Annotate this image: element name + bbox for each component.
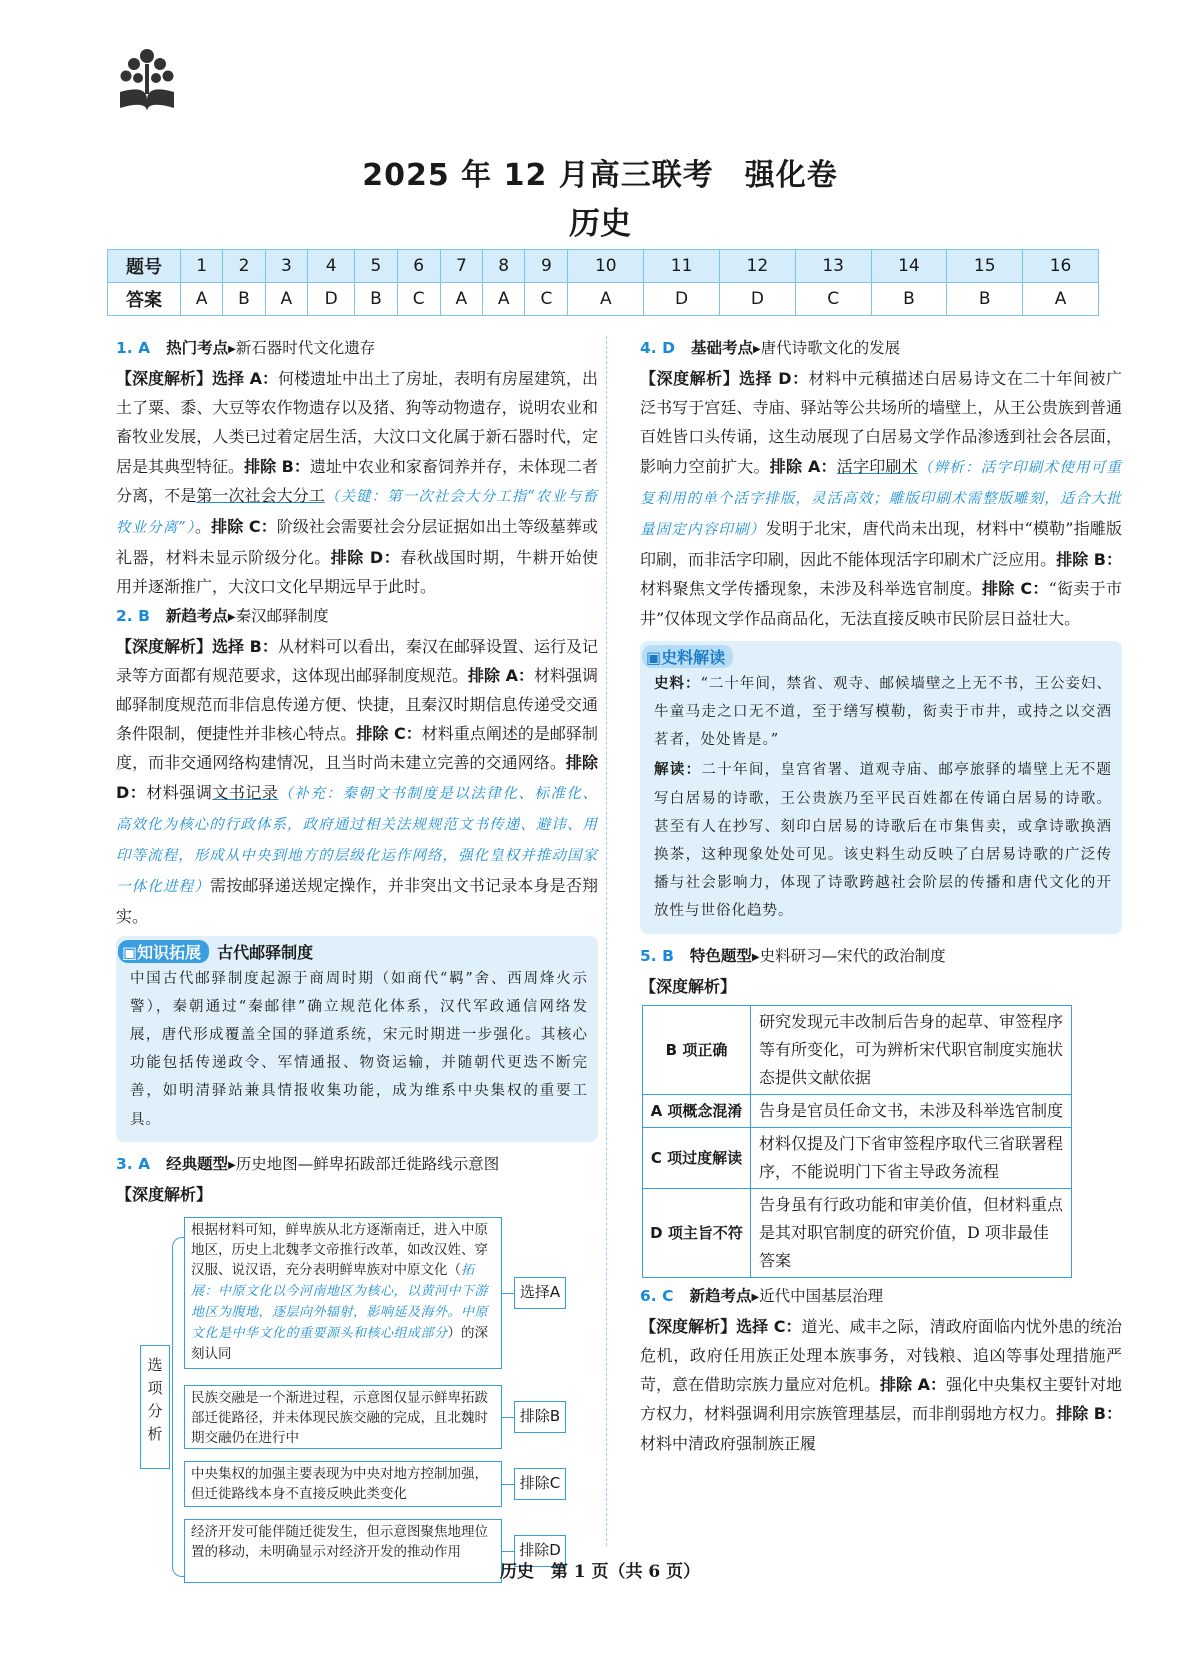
book-icon: ▣ [122,942,138,962]
q5-options-table [642,1005,1072,1278]
q2-text1: 从材料可以看出，秦汉在邮驿设置、运行及记录等方面都有规范要求，这体现出邮驿制度规范。 [116,636,598,685]
q1-label: 【深度解析】 [116,369,213,388]
q1-text4: 春秋战国时期，牛耕开始使用并逐渐推广，大汶口文化早期远早于此时。 [116,548,598,597]
q2-text4: 材料强调 [146,782,213,802]
answer-cell: D [719,283,795,316]
option-d-text: 经济开发可能伴随迁徙发生，但示意图聚焦地理位置的移动，未明确显示对经济开发的推动作用 [191,1524,488,1561]
right-column [640,336,1122,1458]
q4-text3: 材料聚焦文学传播现象，未涉及科举选官制度。 [640,579,982,599]
q1-number: 1. A [116,339,151,357]
connector-line [502,1551,514,1552]
q2-analysis [116,632,598,932]
interpretation-body: 二十年间，皇宫省署、道观寺庙、邮亭旅驿的墙壁上无不题写白居易的诗歌，王公贵族乃至平民百姓都在传诵白居易的诗歌。甚至有人在抄写、刻印白居易的诗歌后在市集售卖，或拿诗歌换酒换茶，这种现象处处可见。该史料生动反映了白居易诗歌的广泛传播与社会影响力，体现了诗歌跨越社会阶层的传播和唐代文化的开放性与世俗化趋势。 [654,762,1113,920]
triangle-icon: ▶ [751,1291,760,1303]
q5-row-key: A 项概念混淆 [643,1094,751,1127]
answer-cell: A [1023,283,1099,316]
answer-cell: B [871,283,947,316]
q6-text2: 强化中央集权主要针对地方权力，材料强调利用宗族管理基层，而非削弱地方权力。 [640,1375,1122,1424]
question-number-cell: 6 [397,250,440,283]
q1-text2-end: 。 [195,517,212,537]
q4-term: 活字印刷术 [836,456,918,476]
options-analysis-root: 选项分析 [140,1345,170,1469]
q4-analysis [640,364,1122,633]
answer-cell: A [265,283,307,316]
question-number-cell: 9 [525,250,568,283]
option-label-b: 排除B [514,1401,566,1433]
answer-table-answer-label: 答案 [108,283,181,316]
q1-exclude-b: 排除 B： [244,456,310,476]
q6-header [640,1284,1122,1310]
q2-header [116,604,598,630]
q2-term: 文书记录 [212,782,279,802]
q1-header [116,336,598,362]
question-number-cell: 16 [1023,250,1099,283]
source-interpretation-box [640,641,1122,934]
option-a-tail: ）的深刻认同 [191,1325,489,1363]
source-label: 史料： [654,675,701,692]
q1-text1: 何楼遗址中出土了房址，表明有房屋建筑，出土了粟、黍、大豆等农作物遗存以及猪、狗等动物遗存，说明农业和畜牧业发展，人类已过着定居生活，大汶口文化属于新石器时代，定居是其典型特征。 [116,369,598,476]
triangle-icon: ▶ [752,344,761,355]
knowledge-extension-tag-label: 知识拓展 [137,942,202,962]
q5-row [643,1094,1072,1127]
q3-header [116,1152,598,1178]
q6-kind: 新趋考点 [689,1286,752,1305]
source-text [654,670,1112,755]
q2-note: （补充：秦朝文书制度是以法律化、标准化、高效化为核心的行政体系，政府通过相关法规规范文书传递、避讳、用印等流程，形成从中央到地方的层级化运作网络，强化皇权并推动国家一体化进程） [116,785,598,896]
q5-row-key: D 项主旨不符 [643,1188,751,1277]
q4-exclude-c: 排除 C： [981,579,1049,599]
question-number-cell: 11 [644,250,720,283]
q6-label: 【深度解析】 [640,1316,737,1336]
q5-topic: 史料研习—宋代的政治制度 [759,946,946,965]
book-icon: ▣ [646,647,662,667]
option-a-note: 拓展：中原文化以今河南地区为核心，以黄河中下游地区为腹地，逐层向外辐射，影响延及海外。中原文化是中华文化的重要源头和核心组成部分 [191,1263,489,1342]
triangle-icon: ▶ [227,611,236,623]
q4-exclude-b: 排除 B： [1056,550,1122,570]
triangle-icon: ▶ [228,1159,236,1171]
option-b-text: 民族交融是一个渐进过程，示意图仅显示鲜卑拓跋部迁徙路径，并未体现民族交融的完成，且北魏时期交融仍在进行中 [191,1390,488,1447]
q2-topic: 秦汉邮驿制度 [235,606,329,625]
q1-term: 第一次社会大分工 [196,485,325,505]
question-number-cell: 1 [181,250,223,283]
q5-row-value: 告身虽有行政功能和审美价值，但材料重点是其对职官制度的研究价值，D 项非最佳答案 [751,1188,1072,1277]
q1-note: （关键：第一次社会大分工指“农业与畜牧业分离”） [116,488,598,537]
publisher-logo [116,46,178,116]
answer-cell: A [483,283,525,316]
q2-number: 2. B [116,606,150,625]
q3-number: 3. A [116,1154,151,1173]
source-interpretation-tag-label: 史料解读 [661,647,726,667]
answer-cell: C [525,283,568,316]
q5-row-key: C 项过度解读 [643,1127,751,1188]
q4-header [640,336,1122,362]
q4-number: 4. D [640,339,675,357]
q6-choose: 选择 C： [736,1316,802,1336]
q3-kind: 经典题型 [166,1154,229,1173]
answer-cell: C [397,283,440,316]
q3-label: 【深度解析】 [116,1184,213,1204]
q5-row-value: 研究发现元丰改制后告身的起草、审签程序等有所变化，可为辨析宋代职官制度实施状态提供文献依据 [751,1005,1072,1094]
source-interpretation-tag [642,645,733,668]
answer-cell: B [355,283,397,316]
q5-row-key: B 项正确 [643,1005,751,1094]
answer-cell: A [440,283,482,316]
question-number-cell: 14 [871,250,947,283]
q1-choose: 选择 A： [212,369,278,388]
answer-cell: B [223,283,265,316]
q3-topic: 历史地图—鲜卑拓跋部迁徙路线示意图 [235,1154,500,1173]
option-box-b [184,1385,502,1449]
q5-row [643,1188,1072,1277]
triangle-icon: ▶ [751,951,760,963]
q6-text1: 道光、咸丰之际，清政府面临内忧外患的统治危机，政府任用族正处理本族事务，对钱粮、追凶等事处理措施严苛，意在借助宗族力量应对危机。 [640,1316,1122,1395]
answer-cell: A [568,283,644,316]
q4-text2: 发明于北宋，唐代尚未出现，材料中“模勒”指雕版印刷，而非活字印刷，因此不能体现活字印刷术广泛应用。 [640,519,1122,570]
q5-row [643,1005,1072,1094]
answer-table-number-row [108,250,1099,283]
q6-number: 6. C [640,1286,674,1305]
question-number-cell: 5 [355,250,397,283]
q1-kind: 热门考点 [166,339,229,357]
q2-exclude-d: 排除 D： [116,753,598,802]
answer-cell: A [181,283,223,316]
option-a-text: 根据材料可知，鲜卑族从北方逐渐南迁，进入中原地区，历史上北魏孝文帝推行改革，如改汉姓、穿汉服、说汉语，充分表明鲜卑族对中原文化（ [191,1222,488,1279]
option-label-c: 排除C [514,1468,566,1500]
q4-label: 【深度解析】 [640,369,740,388]
q2-text2: 材料强调邮驿制度规范而非信息传递方便、快捷，且秦汉时期信息传递受交通条件限制，便捷性并非核心特点。 [116,665,598,744]
column-divider [606,336,607,1546]
q4-topic: 唐代诗歌文化的发展 [760,339,901,357]
option-box-a [184,1217,502,1369]
left-column [116,336,598,1593]
source-quote: “二十年间，禁省、观寺、邮候墙壁之上无不书，王公妾妇、牛童马走之口无不道，至于缮写模勒，衒卖于市井，或持之以交酒茗者，处处皆是。” [654,675,1112,749]
answer-table-answer-row [108,283,1099,316]
page-footer: 历史 第 1 页（共 6 页） [499,1562,701,1582]
subject-title: 历史 [569,206,631,242]
question-number-cell: 12 [719,250,795,283]
q6-topic: 近代中国基层治理 [759,1286,884,1305]
q2-kind: 新趋考点 [165,606,228,625]
question-number-cell: 7 [440,250,482,283]
knowledge-extension-header [118,940,588,963]
knowledge-extension-tag [118,940,209,963]
interpretation-text [654,756,1112,925]
question-number-cell: 10 [568,250,644,283]
q2-text4-end: 需按邮驿递送规定操作，并非突出文书记录本身是否翔实。 [116,876,598,927]
answer-cell: D [644,283,720,316]
source-interpretation-header [642,645,1112,668]
q2-label: 【深度解析】 [116,636,213,656]
answer-cell: B [947,283,1023,316]
connector-line [502,1484,514,1485]
answer-cell: D [308,283,355,316]
q6-analysis [640,1312,1122,1458]
answer-table-header: 题号 [108,250,181,283]
interpretation-label: 解读： [654,762,702,779]
q2-choose: 选择 B： [212,636,278,656]
triangle-icon: ▶ [228,344,236,355]
q1-analysis [116,364,598,602]
option-label-d: 排除D [514,1535,566,1567]
knowledge-extension-box [116,936,598,1142]
q1-exclude-c: 排除 C： [211,517,277,537]
question-number-cell: 15 [947,250,1023,283]
q1-topic: 新石器时代文化遗存 [235,339,376,357]
q4-text1: 材料中元稹描述白居易诗文在二十年间被广泛书写于宫廷、寺庙、驿站等公共场所的墙壁上，从王公贵族到普通百姓皆口头传诵，这生动展现了白居易文学作品渗透到社会各层面，影响力空前扩大。 [640,369,1122,476]
q4-note: （辨析：活字印刷术使用可重复利用的单个活字排版，灵活高效；雕版印刷术需整版雕刻，适合大批量固定内容印刷） [640,459,1122,539]
q4-choose: 选择 D： [739,369,809,388]
knowledge-extension-title: 古代邮驿制度 [217,942,314,962]
page-title: 2025 年 12 月高三联考 强化卷 [362,158,838,193]
knowledge-extension-body: 中国古代邮驿制度起源于商周时期（如商代“羁”舍、西周烽火示警），秦朝通过“秦邮律”确立规范化体系，汉代军政通信网络发展，唐代形成覆盖全国的驿道系统，宋元时期进一步强化。其核心功能包括传递政令、军情通报、物资运输，并随朝代更迭不断完善，如明清驿站兼具情报收集功能，成为维系中央集权的重要工具。 [130,970,588,1128]
q5-number: 5. B [640,946,674,965]
q6-text3: 材料中清政府强制族正履 [640,1433,817,1453]
question-number-cell: 2 [223,250,265,283]
q4-text4: “衒卖于市井”仅体现文学作品商品化，无法直接反映市民阶层日益壮大。 [640,579,1122,628]
q5-header [640,944,1122,970]
option-c-text: 中央集权的加强主要表现为中央对地方控制加强，但迁徙路线本身不直接反映此类变化 [191,1466,488,1503]
q2-text3: 材料重点阐述的是邮驿制度，而非交通网络构建情况，且当时尚未建立完善的交通网络。 [116,724,598,773]
answer-table [107,249,1099,316]
q6-exclude-b: 排除 B： [1056,1404,1122,1424]
q1-exclude-d: 排除 D： [330,548,401,568]
q6-exclude-a: 排除 A： [880,1375,946,1395]
answer-cell: C [795,283,871,316]
option-label-a: 选择A [514,1277,566,1309]
q5-kind: 特色题型 [689,946,752,965]
connector-line [502,1293,514,1294]
q4-kind: 基础考点 [690,339,753,357]
q2-exclude-a: 排除 A： [468,665,534,685]
connector-line [502,1417,514,1418]
q2-exclude-c: 排除 C： [356,724,422,744]
diagram-brace [172,1237,184,1577]
q5-label: 【深度解析】 [640,976,737,996]
question-number-cell: 13 [795,250,871,283]
q1-text2: 遗址中农业和家畜饲养并存，未体现二者分离，不是 [116,456,598,505]
q5-row-value: 材料仅提及门下省审签程序取代三省联署程序，不能说明门下省主导政务流程 [751,1127,1072,1188]
options-diagram [116,1213,598,1593]
q5-row [643,1127,1072,1188]
question-number-cell: 4 [308,250,355,283]
q5-row-value: 告身是官员任命文书，未涉及科举选官制度 [751,1094,1072,1127]
q4-exclude-a: 排除 A： [769,456,837,476]
question-number-cell: 8 [483,250,525,283]
question-number-cell: 3 [265,250,307,283]
q1-text3: 阶级社会需要社会分层证据如出土等级墓葬或礼器，材料未显示阶级分化。 [116,517,598,568]
option-box-c [184,1461,502,1507]
